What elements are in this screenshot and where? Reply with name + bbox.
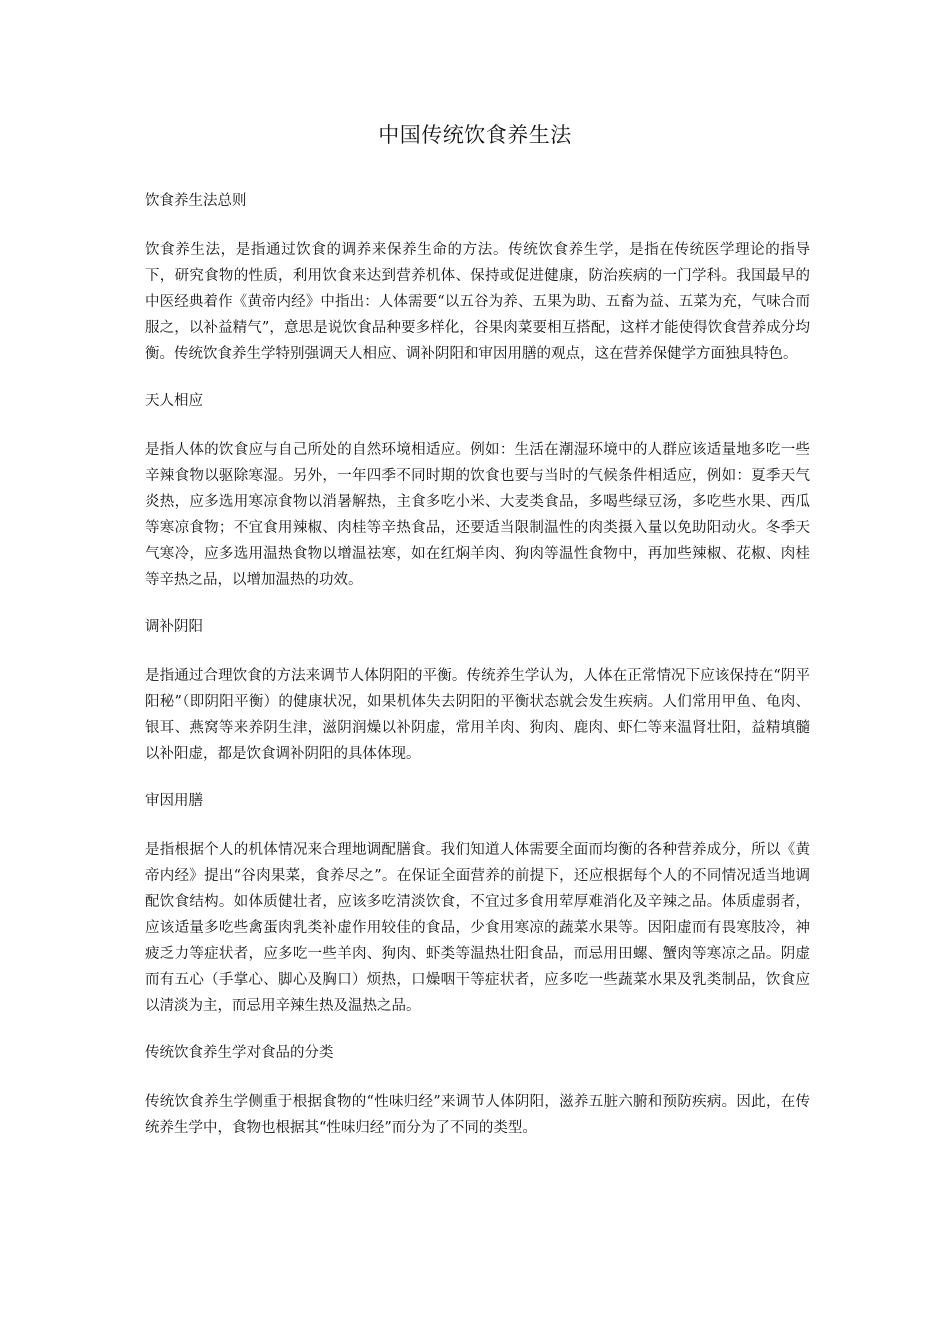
section-paragraph-food-classification: 传统饮食养生学侧重于根据食物的“性味归经”来调节人体阴阳，滋养五脏六腑和预防疾病。因此，在传统养生学中，食物也根据其“性味归经”而分为了不同的类型。 xyxy=(145,1094,810,1136)
section-heading-general-principles: 饮食养生法总则 xyxy=(145,193,247,209)
section-paragraph-individual-diet: 是指根据个人的机体情况来合理地调配膳食。我们知道人体需要全面而均衡的各种营养成分，所以《黄帝内经》提出“谷肉果菜，食养尽之”。在保证全面营养的前提下，还应根据每个人的不同情况适当地调配饮食结构。如体质健壮者，应该多吃清淡饮食，不宜过多食用荤厚难消化及辛辣之品。体质虚弱者，应该适量多吃些禽蛋肉乳类补虚作用较佳的食品，少食用寒凉的蔬菜水果等。因阳虚而有畏寒肢冷，神疲乏力等症状者，应多吃一些羊肉、狗肉、虾类等温热壮阳食品，而忌用田螺、蟹肉等寒凉之品。阴虚而有五心（手掌心、脚心及胸口）烦热，口燥咽干等症状者，应多吃一些蔬菜水果及乳类制品，饮食应以清淡为主，而忌用辛辣生热及温热之品。 xyxy=(145,842,810,1014)
section-paragraph-yin-yang: 是指通过合理饮食的方法来调节人体阴阳的平衡。传统养生学认为，人体在正常情况下应该保持在“阴平阳秘”（即阴阳平衡）的健康状况，如果机体失去阴阳的平衡状态就会发生疾病。人们常用甲鱼、龟肉、银耳、燕窝等来养阴生津，滋阴润燥以补阴虚，常用羊肉、狗肉、鹿肉、虾仁等来温肾壮阳，益精填髓以补阳虚，都是饮食调补阴阳的具体体现。 xyxy=(145,668,810,762)
section-heading-heaven-human: 天人相应 xyxy=(145,393,203,409)
section-paragraph-general-principles: 饮食养生法，是指通过饮食的调养来保养生命的方法。传统饮食养生学，是指在传统医学理论的指导下，研究食物的性质，利用饮食来达到营养机体、保持或促进健康，防治疾病的一门学科。我国最早的中医经典着作《黄帝内经》中指出：人体需要“以五谷为养、五果为助、五畜为益、五菜为充，气味合而服之，以补益精气”，意思是说饮食品种要多样化，谷果肉菜要相互搭配，这样才能使得饮食营养成分均衡。传统饮食养生学特别强调天人相应、调补阴阳和审因用膳的观点，这在营养保健学方面独具特色。 xyxy=(145,242,810,362)
document-title: 中国传统饮食养生法 xyxy=(378,123,572,147)
section-paragraph-heaven-human: 是指人体的饮食应与自己所处的自然环境相适应。例如：生活在潮湿环境中的人群应该适量地多吃一些辛辣食物以驱除寒湿。另外，一年四季不同时期的饮食也要与当时的气候条件相适应，例如：夏季天气炎热，应多选用寒凉食物以消暑解热，主食多吃小米、大麦类食品，多喝些绿豆汤，多吃些水果、西瓜等寒凉食物；不宜食用辣椒、肉桂等辛热食品，还要适当限制温性的肉类摄入量以免助阳动火。冬季天气寒冷，应多选用温热食物以增温祛寒，如在红焖羊肉、狗肉等温性食物中，再加些辣椒、花椒、肉桂等辛热之品，以增加温热的功效。 xyxy=(145,442,810,588)
document-body xyxy=(145,188,810,1141)
section-heading-food-classification: 传统饮食养生学对食品的分类 xyxy=(145,1045,334,1061)
section-heading-individual-diet: 审因用膳 xyxy=(145,793,203,809)
section-heading-yin-yang: 调补阴阳 xyxy=(145,619,203,635)
